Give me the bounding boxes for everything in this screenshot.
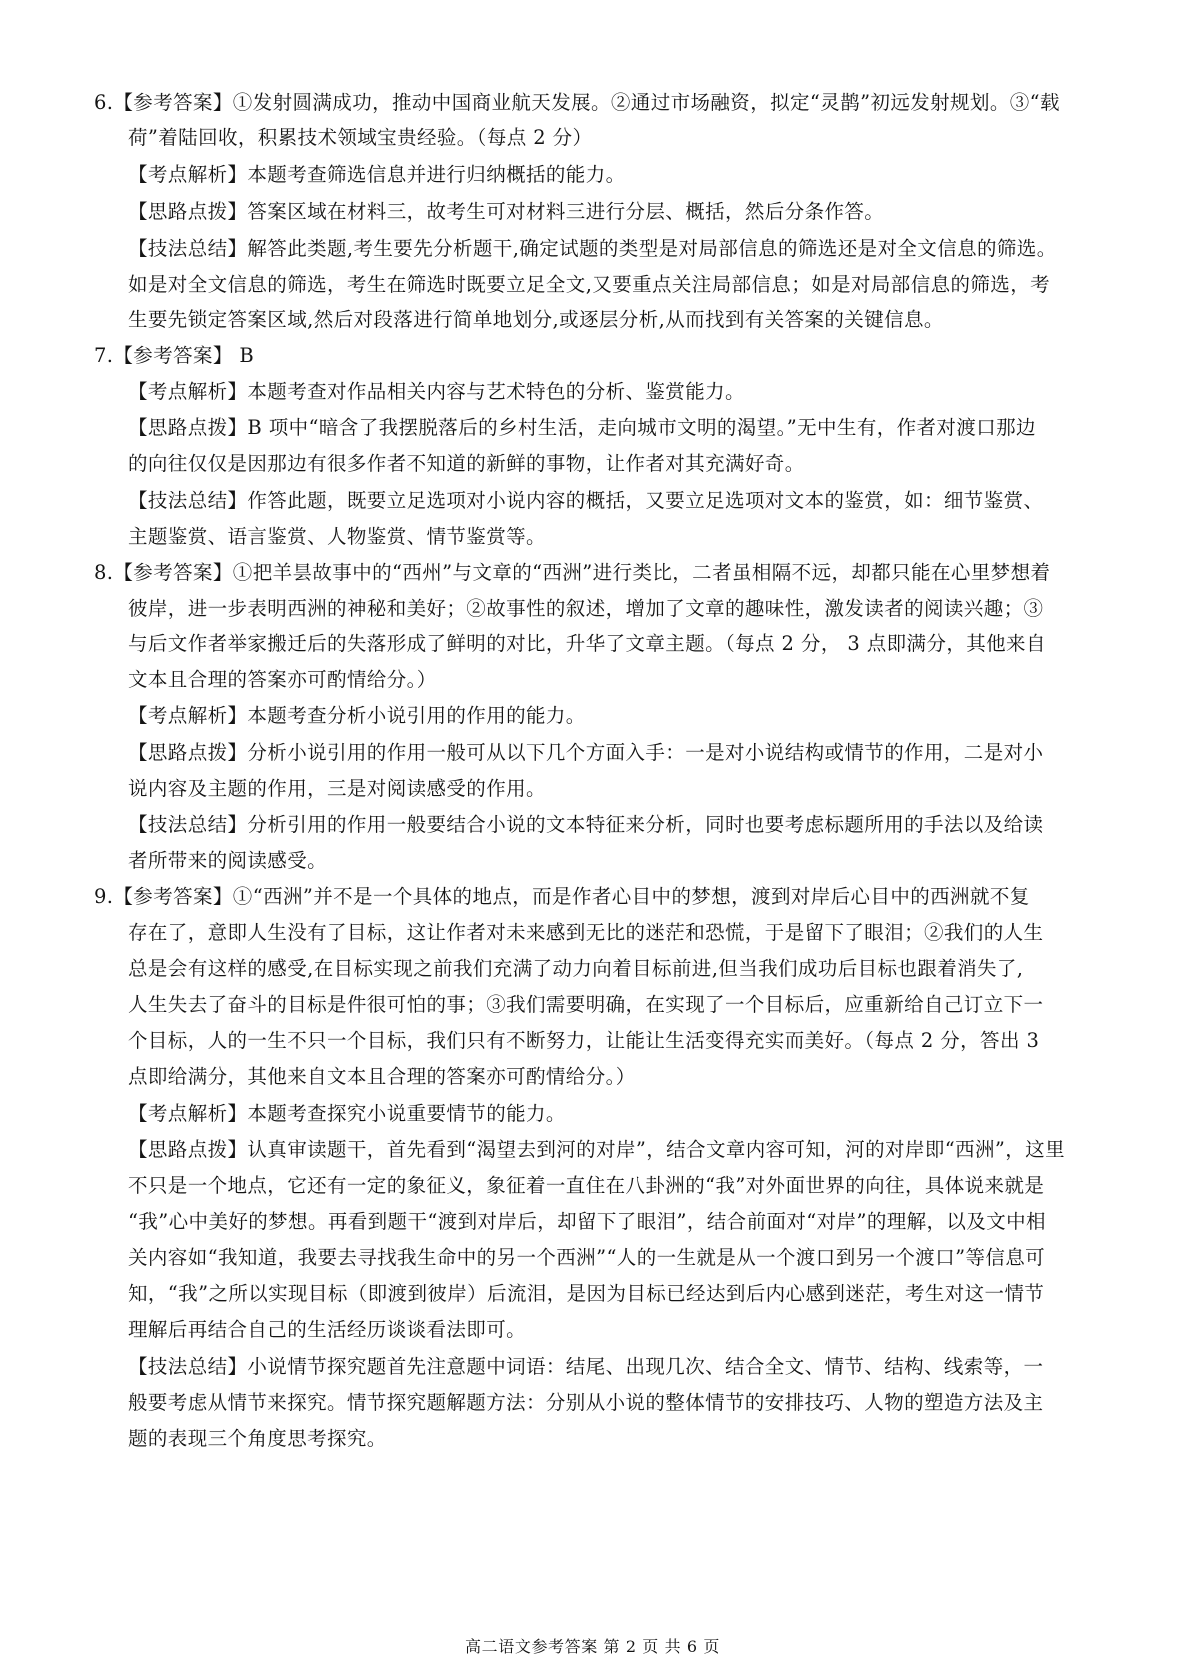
q8-answer-2: 彼岸，进一步表明西洲的神秘和美好；②故事性的叙述，增加了文章的趣味性，激发读者的阅读兴趣；③ bbox=[128, 597, 1044, 620]
q9-hint-5: 知，“我”之所以实现目标（即渡到彼岸）后流泪，是因为目标已经达到后内心感到迷茫，考生对这一情节 bbox=[128, 1282, 1045, 1305]
q8-summary-1: 【技法总结】分析引用的作用一般要结合小说的文本特征来分析，同时也要考虑标题所用的手法以及给读 bbox=[128, 813, 1044, 836]
q9-hint-4: 关内容如“我知道，我要去寻找我生命中的另一个西洲”“人的一生就是从一个渡口到另一个渡口”等信息可 bbox=[128, 1246, 1046, 1269]
q6-analysis: 【考点解析】本题考查筛选信息并进行归纳概括的能力。 bbox=[128, 163, 626, 186]
q9-answer-1: 9.【参考答案】①“西洲”并不是一个具体的地点，而是作者心目中的梦想，渡到对岸后心目中的西洲就不复 bbox=[94, 885, 1030, 908]
q9-answer-6: 点即给满分，其他来自文本且合理的答案亦可酌情给分。） bbox=[128, 1065, 636, 1088]
q9-hint-3: “我”心中美好的梦想。再看到题干“渡到对岸后，却留下了眼泪”，结合前面对“对岸”的理解，以及文中相 bbox=[128, 1210, 1046, 1233]
q8-answer-3: 与后文作者举家搬迁后的失落形成了鲜明的对比，升华了文章主题。（每点 2 分， 3 点即满分，其他来自 bbox=[128, 632, 1046, 655]
q8-summary-2: 者所带来的阅读感受。 bbox=[128, 849, 328, 872]
q8-hint-1: 【思路点拨】分析小说引用的作用一般可从以下几个方面入手：一是对小说结构或情节的作用，二是对小 bbox=[128, 741, 1044, 764]
q9-summary-1: 【技法总结】小说情节探究题首先注意题中词语：结尾、出现几次、结合全文、情节、结构、线索等，一 bbox=[128, 1355, 1044, 1378]
q7-answer: 7.【参考答案】 B bbox=[94, 344, 255, 367]
q6-line-1: 6.【参考答案】①发射圆满成功，推动中国商业航天发展。②通过市场融资，拟定“灵鹊”初远发射规划。③“载 bbox=[94, 91, 1060, 114]
q9-answer-4: 人生失去了奋斗的目标是件很可怕的事；③我们需要明确，在实现了一个目标后，应重新给自己订立下一 bbox=[128, 993, 1044, 1016]
q9-answer-5: 个目标，人的一生不只一个目标，我们只有不断努力，让能让生活变得充实而美好。（每点 2 分，答出 3 bbox=[128, 1029, 1040, 1052]
q7-hint-2: 的向往仅仅是因那边有很多作者不知道的新鲜的事物，让作者对其充满好奇。 bbox=[128, 452, 805, 475]
q8-hint-2: 说内容及主题的作用，三是对阅读感受的作用。 bbox=[128, 777, 546, 800]
q9-hint-2: 不只是一个地点，它还有一定的象征义，象征着一直住在八卦洲的“我”对外面世界的向往，具体说来就是 bbox=[128, 1174, 1045, 1197]
q9-analysis: 【考点解析】本题考查探究小说重要情节的能力。 bbox=[128, 1102, 566, 1125]
q7-summary-1: 【技法总结】作答此题，既要立足选项对小说内容的概括，又要立足选项对文本的鉴赏，如：细节鉴赏、 bbox=[128, 489, 1044, 512]
q9-hint-6: 理解后再结合自己的生活经历谈谈看法即可。 bbox=[128, 1318, 527, 1341]
q6-hint: 【思路点拨】答案区域在材料三，故考生可对材料三进行分层、概括，然后分条作答。 bbox=[128, 200, 885, 223]
q9-summary-3: 题的表现三个角度思考探究。 bbox=[128, 1427, 387, 1450]
q8-analysis: 【考点解析】本题考查分析小说引用的作用的能力。 bbox=[128, 704, 586, 727]
q9-answer-3: 总是会有这样的感受,在目标实现之前我们充满了动力向着目标前进,但当我们成功后目标也跟着消失了, bbox=[128, 957, 1024, 980]
q8-answer-4: 文本且合理的答案亦可酌情给分。） bbox=[128, 668, 437, 691]
q6-summary-1: 【技法总结】解答此类题,考生要先分析题干,确定试题的类型是对局部信息的筛选还是对全文信息的筛选。 bbox=[128, 237, 1057, 260]
q9-hint-1: 【思路点拨】认真审读题干，首先看到“渴望去到河的对岸”，结合文章内容可知，河的对岸即“西洲”，这里 bbox=[128, 1138, 1065, 1161]
q9-answer-2: 存在了，意即人生没有了目标，这让作者对未来感到无比的迷茫和恐慌，于是留下了眼泪；②我们的人生 bbox=[128, 921, 1044, 944]
q7-analysis: 【考点解析】本题考查对作品相关内容与艺术特色的分析、鉴赏能力。 bbox=[128, 380, 745, 403]
q6-line-2: 荷”着陆回收，积累技术领域宝贵经验。（每点 2 分） bbox=[128, 126, 593, 149]
q7-hint-1: 【思路点拨】B 项中“暗含了我摆脱落后的乡村生活，走向城市文明的渴望。”无中生有，作者对渡口那边 bbox=[128, 416, 1036, 439]
q6-summary-2: 如是对全文信息的筛选，考生在筛选时既要立足全文,又要重点关注局部信息；如是对局部信息的筛选，考 bbox=[128, 273, 1050, 296]
q8-answer-1: 8.【参考答案】①把羊昙故事中的“西州”与文章的“西洲”进行类比，二者虽相隔不远，却都只能在心里梦想着 bbox=[94, 561, 1051, 584]
q6-summary-3: 生要先锁定答案区域,然后对段落进行简单地划分,或逐层分析,从而找到有关答案的关键信息。 bbox=[128, 308, 944, 331]
page-footer: 高二语文参考答案 第 2 页 共 6 页 bbox=[465, 1637, 720, 1656]
q9-summary-2: 般要考虑从情节来探究。情节探究题解题方法：分别从小说的整体情节的安排技巧、人物的塑造方法及主 bbox=[128, 1391, 1044, 1414]
q7-summary-2: 主题鉴赏、语言鉴赏、人物鉴赏、情节鉴赏等。 bbox=[128, 525, 546, 548]
